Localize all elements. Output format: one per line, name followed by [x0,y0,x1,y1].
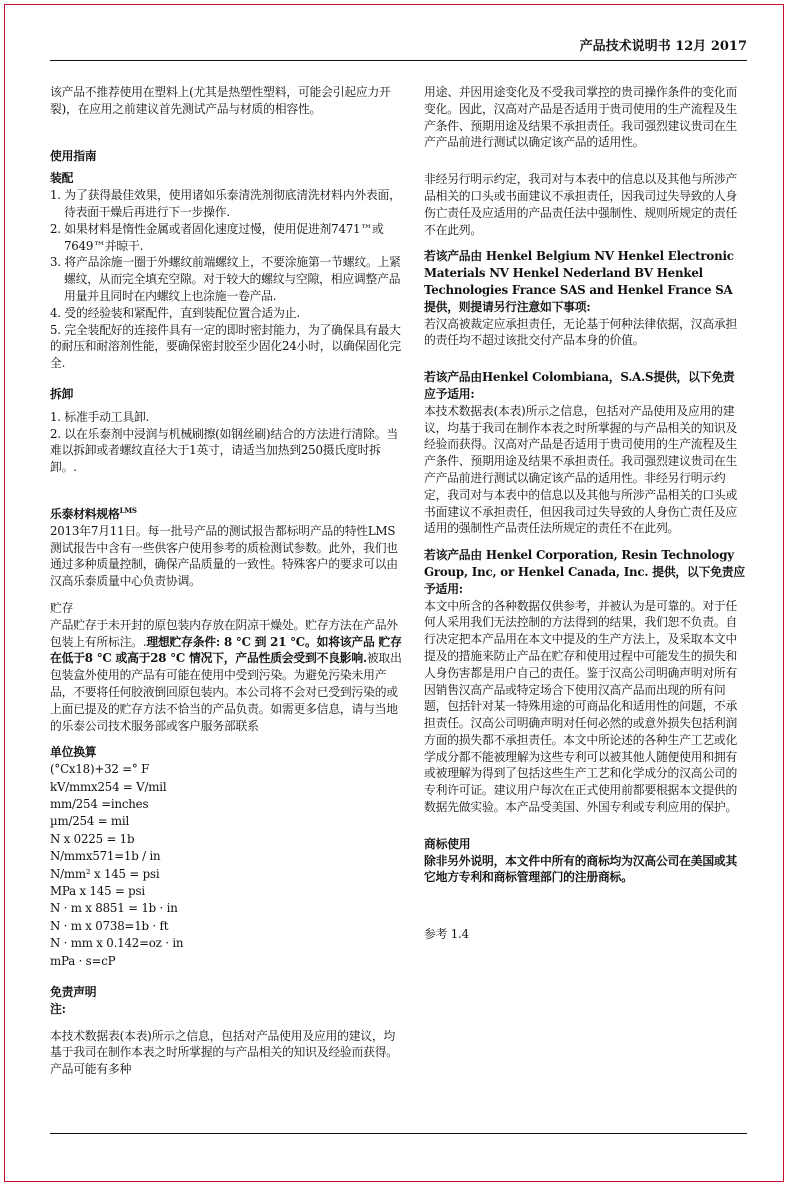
conversion-row: N/mm² x 145 = psi [50,866,160,881]
liability-text: 非经另行明示约定，我司对与本表中的信息以及其他与所涉产品相关的口头或书面建议不承担责任，因我司过失导致的人身伤亡责任及应适用的产品责任法中强制性、规则所规定的责任不在此列。 [424,172,738,237]
storage-text-b: 被取出包装盒外使用的产品有可能在使用中受到污染。为避免污染未用产品，不要将任何胶液倒回原包装内。本公司将不会对已受到污染的或上面已提及的贮存方法不恰当的产品负责。如需更多信息，请与当地的乐泰公司技术服务部或客户服务部联系 [50,651,402,733]
disassembly-step-1: 1. 标准手动工具卸. [50,409,150,424]
disclaimer-text: 本技术数据表(本表)所示之信息，包括对产品使用及应用的建议，均基于我司在制作本表之时所掌握的与产品相关的知识及经验而获得。产品可能有多种 [50,1028,398,1077]
conversion-row: kV/mmx254 = V/mil [50,779,167,794]
assembly-step-1: 1. 为了获得最佳效果，使用诸如乐泰清洗剂彻底清洗材料内外表面，待表面干燥后再进行下一步操作. [50,188,401,219]
conversion-list [50,761,404,970]
corporation-heading: 若该产品由 Henkel Corporation, Resin Technology Group, Inc, or Henkel Canada, Inc. 提供，以下免责应予适用: [424,548,746,596]
assembly-step-4: 4. 受的经验装和紧配件，直到装配位置合适为止. [50,305,300,320]
assembly-step-2: 2. 如果材料是惰性金属或者固化速度过慢，使用促进剂7471™或7649™并晾干. [50,221,384,253]
intro-text: 该产品不推荐使用在塑料上(尤其是热塑性塑料，可能会引起应力开裂)，在应用之前建议首先测试产品与材质的相容性。 [50,85,391,116]
storage-conditions: 理想贮存条件: 8 °C 到 21 °C。如将该产品 贮存在低于8 °C 或高于28 °C 情况下，产品性质会受到不良影响. [50,634,402,666]
disclaimer-note: 注: [50,1001,66,1016]
spec-heading-sup: LMS [119,506,137,516]
conversion-row: mm/254 =inches [50,796,149,811]
conversion-row: N · m x 8851 = 1b · in [50,901,178,916]
conversion-row: N x 0225 = 1b [50,831,135,846]
storage-text-a: 产品贮存于未开封的原包装内存放在阴凉干燥处。贮存方法在产品外包装上有所标注。. [50,617,398,649]
spec-text: 2013年7月11日。每一批号产品的测试报告都标明产品的特性LMS测试报告中含有一些供客户使用参考的质检测试参数。此外，我们也通过多种质量控制，确保产品质量的一致性。特殊客户的要求可以由汉高乐泰质量中心负责协调。 [50,523,398,589]
conversion-row: (°Cx18)+32 =° F [50,762,150,777]
conversion-row: µm/254 = mil [50,814,130,829]
conversion-row: mPa · s=cP [50,953,116,968]
document-header: 产品技术说明书 12月 2017 [579,39,747,54]
spec-heading [50,506,404,523]
colombiana-text: 本技术数据表(本表)所示之信息，包括对产品使用及应用的建议，均基于我司在制作本表之时所掌握的与产品相关的知识及经验而获得。汉高对产品是否适用于贵司使用的生产流程及生产条件、预期用途及结果不承担责任。我司强烈建议贵司在生产产品前进行测试以确定该产品的适用性。非经另行明示约定，我司对与本表中的信息以及其他与所涉产品相关的口头或书面建议不承担责任，但因我司过失导致的人身伤亡责任及应适用的强制性产品责任法所规定的责任不在此列。 [424,403,738,536]
conversion-row: N · mm x 0.142=oz · in [50,936,184,951]
spec-heading-text: 乐泰材料规格 [50,506,120,521]
trademark-heading: 商标使用 [424,836,471,851]
reference-number: 参考 1.4 [424,927,469,942]
corporation-text: 本文中所含的各种数据仅供参考，并被认为是可靠的。对于任何人采用我们无法控制的方法得到的结果，我们恕不负责。自行决定把本产品用在本文中提及的生产方法上，及采取本文中提及的措施来防止产品在贮存和使用过程中可能发生的损失和人身伤害都是用户自己的责任。鉴于汉高公司明确声明对所有因销售汉高产品或特定场合下使用汉高产品而出现的所有问题，包括针对某一特殊用途的可商品化和适用性的问题，不承担责任。汉高公司明确声明对任何必然的或意外损失包括利润方面的损失都不承担责任。本文中所论述的各种生产工艺或化学成分都不能被理解为这些专利可以被其他人随便使用和拥有或被理解为得到了包括这些生产工艺和化学成分的汉高公司的专利许可证。建议用户每次在正式使用前都要根据本文提供的数据先做实验。本产品受美国、外国专利或专利应用的保护。 [424,598,738,815]
assembly-heading: 装配 [50,171,74,186]
disassembly-step-2: 2. 以在乐泰剂中浸润与机械刷擦(如钢丝刷)结合的方法进行清除。当难以拆卸或者螺纹直径大于1英寸，请适当加热到250摄氏度时拆卸。. [50,426,398,475]
header-rule [50,60,747,61]
assembly-step-5: 5. 完全装配好的连接件具有一定的即时密封能力，为了确保具有最大的耐压和耐溶剂性能，要确保密封胶至少固化24小时，以确保固化完全. [50,322,401,371]
storage-text [50,617,404,735]
conversion-heading: 单位换算 [50,745,97,760]
colombiana-heading: 若该产品由Henkel Colombiana，S.A.S提供，以下免责应予适用: [424,370,735,401]
belgium-text: 若汉高被裁定应承担责任，无论基于何种法律依据，汉高承担的责任均不超过该批交付产品本身的价值。 [424,316,738,348]
belgium-heading: 若该产品由 Henkel Belgium NV Henkel Electronic Materials NV Henkel Nederland BV Henkel Technologies France SAS and Henkel France SA 提供，则提请另行注意如下事项: [424,249,734,314]
footer-rule [50,1133,747,1134]
left-column [50,84,404,1078]
assembly-step-3: 3. 将产品涂施一圈于外螺纹前端螺纹上，不要涂施第一节螺纹。上紧螺纹，从而完全填充空隙。对于较大的螺纹与空隙，相应调整产品用量并且同时在内螺纹上也涂施一卷产品. [50,255,401,303]
storage-heading: 贮存 [50,600,74,615]
disassembly-heading: 拆卸 [50,386,74,401]
conversion-row: MPa x 145 = psi [50,883,145,898]
conversion-row: N/mmx571=1b / in [50,849,161,864]
disclaimer-heading: 免责声明 [50,984,97,999]
disclaimer-continued: 用途、并因用途变化及不受我司掌控的贵司操作条件的变化而变化。因此，汉高对产品是否适用于贵司使用的生产流程及生产条件、预期用途及结果不承担责任。我司强烈建议贵司在生产产品前进行测试以确定该产品的适用性。 [424,85,738,150]
conversion-row: N · m x 0738=1b · ft [50,918,169,933]
guide-heading: 使用指南 [50,148,97,163]
trademark-text: 除非另外说明，本文件中所有的商标均为汉高公司在美国或其它地方专利和商标管理部门的注册商标。 [424,853,738,885]
right-column [424,84,746,943]
